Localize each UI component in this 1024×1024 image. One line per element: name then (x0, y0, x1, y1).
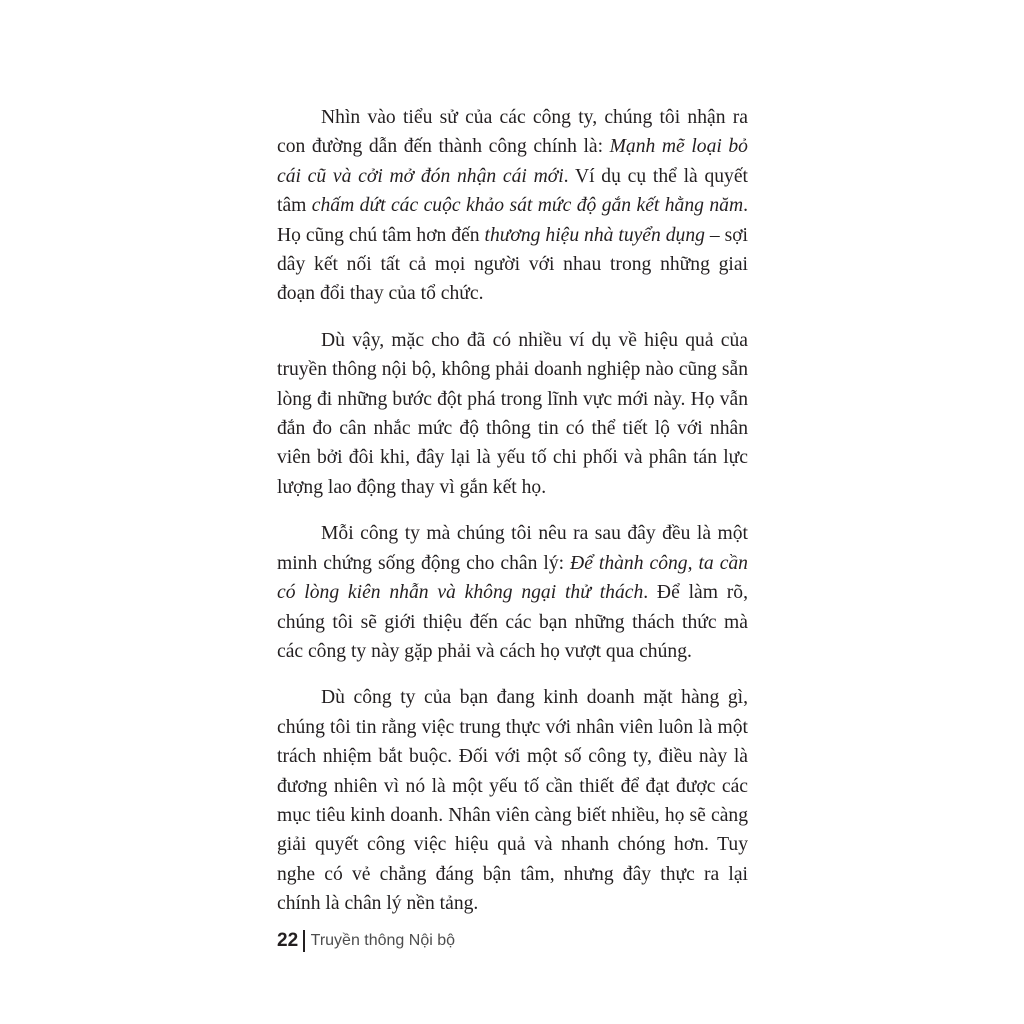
text-run: . Họ cũng chú tâm hơn đến (277, 195, 748, 246)
page-body (277, 103, 748, 936)
footer-divider (303, 930, 305, 952)
running-title: Truyền thông Nội bộ (310, 932, 456, 949)
paragraph-2 (277, 326, 748, 502)
italic-text-run: Để thành công, ta cần có lòng kiên nhẫn và không ngại thử thách (277, 552, 748, 604)
paragraph-1 (277, 103, 748, 309)
text-run: Dù công ty của bạn đang kinh doanh mặt hàng gì, chúng tôi tin rằng việc trung thực với nhân viên luôn là một trách nhiệm bắt buộc. Đối với một số công ty, điều này là đương nhiên vì nó là một yếu tố cần thiết để đạt được các mục tiêu kinh doanh. Nhân viên càng biết nhiều, họ sẽ càng giải quyết công việc hiệu quả và nhanh chóng hơn. Tuy nghe có vẻ chẳng đáng bận tâm, nhưng đây thực ra lại chính là chân lý nền tảng. (277, 687, 748, 915)
text-run: Nhìn vào tiểu sử của các công ty, chúng tôi nhận ra con đường dẫn đến thành công chính là: (277, 107, 748, 158)
paragraph-3 (277, 519, 748, 666)
text-run: Mỗi công ty mà chúng tôi nêu ra sau đây đều là một minh chứng sống động cho chân lý: (277, 523, 748, 574)
page-footer (277, 926, 455, 956)
text-run: . Để làm rõ, chúng tôi sẽ giới thiệu đến các bạn những thách thức mà các công ty này gặp phải và cách họ vượt qua chúng. (277, 582, 748, 662)
text-run: – sợi dây kết nối tất cả mọi người với nhau trong những giai đoạn đổi thay của tổ chức. (277, 224, 748, 305)
text-run: Dù vậy, mặc cho đã có nhiều ví dụ về hiệu quả của truyền thông nội bộ, không phải doanh nghiệp nào cũng sẵn lòng đi những bước đột phá trong lĩnh vực mới này. Họ vẫn đắn đo cân nhắc mức độ thông tin có thể tiết lộ với nhân viên bởi đôi khi, đây lại là yếu tố chi phối và phân tán lực lượng lao động thay vì gắn kết họ. (277, 329, 748, 498)
italic-text-run: thương hiệu nhà tuyển dụng (484, 224, 705, 246)
paragraph-4 (277, 683, 748, 918)
italic-text-run: Mạnh mẽ loại bỏ cái cũ và cởi mở đón nhận cái mới (277, 136, 748, 187)
text-run: . Ví dụ cụ thể là quyết tâm (277, 165, 748, 217)
italic-text-run: chấm dứt các cuộc khảo sát mức độ gắn kết hằng năm (311, 195, 744, 217)
page-number: 22 (277, 930, 299, 951)
